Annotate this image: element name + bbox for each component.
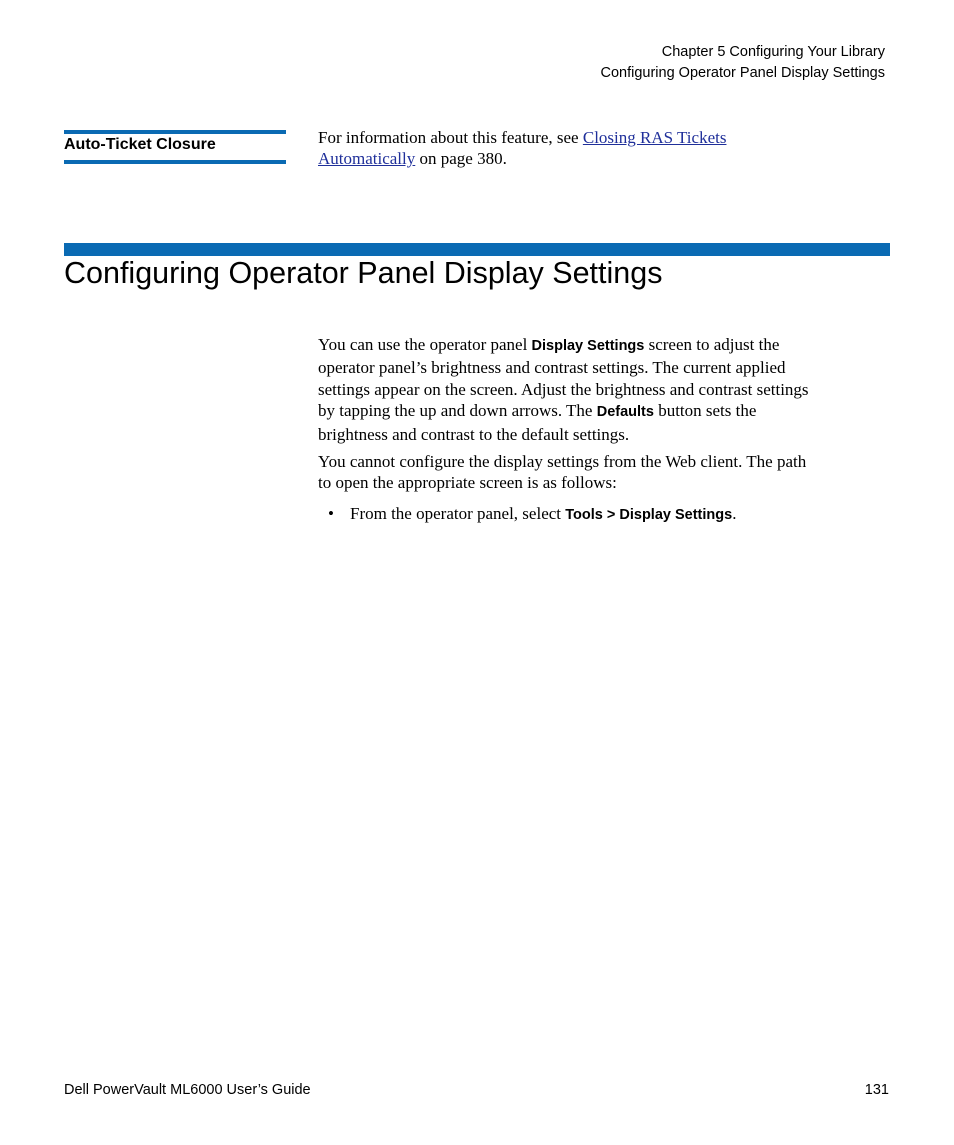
auto-ticket-paragraph [318, 127, 893, 170]
text-run: You can use the operator panel [318, 335, 532, 354]
footer-guide-title: Dell PowerVault ML6000 User’s Guide [64, 1082, 311, 1098]
paragraph-line: settings appear on the screen. Adjust the brightness and contrast settings [318, 379, 809, 399]
paragraph-line [318, 400, 893, 423]
text-run: . [732, 504, 737, 523]
bullet-list-item [328, 503, 736, 526]
text-run: by tapping the up and down arrows. The [318, 401, 597, 421]
side-heading-top-rule [64, 130, 286, 134]
auto-ticket-text-after: on page 380. [415, 149, 507, 169]
running-header-chapter: Chapter 5 Configuring Your Library [661, 44, 885, 60]
text-run: From the operator panel, select [350, 504, 566, 523]
display-settings-paragraph [318, 334, 893, 445]
bullet-icon: • [328, 504, 334, 523]
paragraph-line: brightness and contrast to the default settings. [318, 424, 630, 444]
text-run: button sets the [653, 401, 757, 421]
auto-ticket-text-before: For information about this feature, see [318, 128, 583, 147]
display-settings-term: Display Settings [531, 338, 645, 354]
closing-ras-tickets-link[interactable]: Closing RAS Tickets [582, 128, 727, 147]
paragraph-line [318, 334, 893, 357]
side-heading-bottom-rule [64, 160, 286, 164]
footer-page-number: 131 [864, 1082, 889, 1098]
chapter-title: Configuring Operator Panel Display Settings [64, 256, 663, 290]
text-run: screen to adjust the [644, 335, 780, 354]
defaults-term: Defaults [596, 404, 654, 421]
paragraph-line: operator panel’s brightness and contrast settings. The current applied [318, 358, 786, 378]
paragraph-line: You cannot configure the display settings from the Web client. The path [318, 452, 807, 471]
closing-ras-tickets-link-continued[interactable]: Automatically [318, 149, 416, 169]
running-header-section: Configuring Operator Panel Display Settings [600, 65, 885, 81]
web-client-paragraph [318, 451, 893, 494]
paragraph-line: to open the appropriate screen is as follows: [318, 473, 617, 493]
side-heading-auto-ticket: Auto-Ticket Closure [64, 136, 216, 153]
menu-path-term: Tools > Display Settings [565, 507, 733, 523]
